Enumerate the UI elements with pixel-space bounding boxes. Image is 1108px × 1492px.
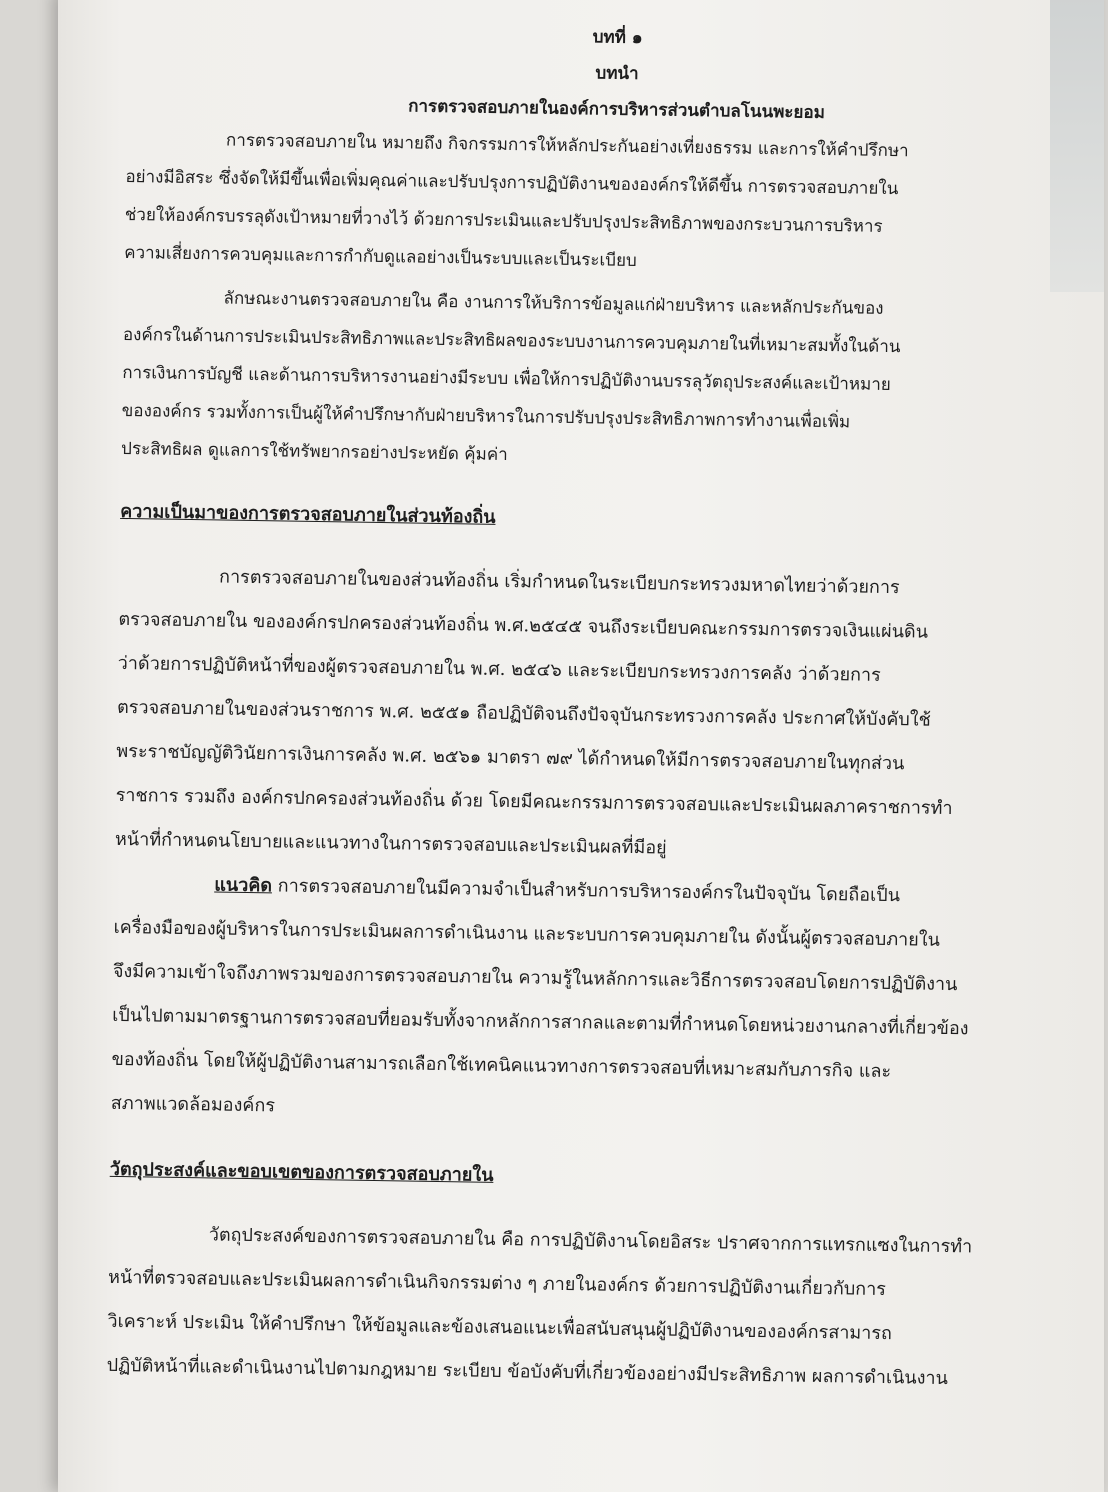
paragraph-line: องค์กรในด้านการประเมินประสิทธิภาพและประสิทธิผลของระบบงานการควบคุมภายในที่เหมาะสมทั้งในด้าน [122, 324, 901, 358]
section-heading-history: ความเป็นมาของการตรวจสอบภายในส่วนท้องถิ่น [119, 500, 496, 528]
paragraph-line: การตรวจสอบภายในของส่วนท้องถิ่น เริ่มกำหนดในระเบียบกระทรวงมหาดไทยว่าด้วยการ [218, 566, 900, 599]
paragraph-line: หน้าที่กำหนดนโยบายและแนวทางในการตรวจสอบและประเมินผลที่มีอยู่ [114, 828, 667, 859]
chapter-title: บทนำ [595, 63, 639, 85]
paragraph-line: การเงินการบัญชี และด้านการบริหารงานอย่างมีระบบ เพื่อให้การปฏิบัติงานบรรลุวัตถุประสงค์และเป้าหมาย [122, 362, 891, 396]
paragraph-line: ตรวจสอบภายใน ขององค์กรปกครองส่วนท้องถิ่น พ.ศ.๒๕๔๕ จนถึงระเบียบคณะกรรมการตรวจเงินแผ่นดิน [118, 608, 929, 643]
paragraph-line: จึงมีความเข้าใจถึงภาพรวมของการตรวจสอบภายใน ความรู้ในหลักการและวิธีการตรวจสอบโดยการปฏิบัติงาน [112, 960, 958, 996]
paragraph-line: พระราชบัญญัติวินัยการเงินการคลัง พ.ศ. ๒๕๖๑ มาตรา ๗๙ ได้กำหนดให้มีการตรวจสอบภายในทุกส่วน [116, 740, 905, 775]
paragraph-line: ปฏิบัติหน้าที่และดำเนินงานไปตามกฎหมาย ระเบียบ ข้อบังคับที่เกี่ยวข้องอย่างมีประสิทธิภาพ ผลการดำเนินงาน [106, 1354, 949, 1390]
paragraph-nature [121, 278, 1104, 483]
paragraph-line: ตรวจสอบภายในของส่วนราชการ พ.ศ. ๒๕๕๑ ถือปฏิบัติจนถึงปัจจุบันกระทรวงการคลัง ประกาศให้บังคับใช้ [116, 696, 931, 731]
paragraph-line: สภาพแวดล้อมองค์กร [110, 1092, 276, 1117]
paragraph-line: ความเสี่ยงการควบคุมและการกำกับดูแลอย่างเป็นระบบและเป็นระเบียบ [124, 242, 637, 272]
paragraph-definition [124, 120, 1106, 287]
paragraph-line: การตรวจสอบภายใน หมายถึง กิจกรรมการให้หลักประกันอย่างเที่ยงธรรม และการให้คำปรึกษา [225, 130, 909, 162]
paragraph-line: ราชการ รวมถึง องค์กรปกครองส่วนท้องถิ่น ด้วย โดยมีคณะกรรมการตรวจสอบและประเมินผลภาคราชการทำ [115, 784, 953, 820]
paragraph-line: เครื่องมือของผู้บริหารในการประเมินผลการดำเนินงาน และระบบการควบคุมภายใน ดังนั้นผู้ตรวจสอบภายใน [113, 916, 941, 951]
document-subtitle: การตรวจสอบภายในองค์การบริหารส่วนตำบลโนนพะยอม [408, 96, 826, 123]
paragraph-line: วิเคราะห์ ประเมิน ให้คำปรึกษา ให้ข้อมูลและข้องเสนอแนะเพื่อสนับสนุนผู้ปฏิบัติงานขององค์กรสามารถ [107, 1310, 893, 1345]
chapter-number: บทที่ ๑ [592, 27, 643, 49]
paragraph-line: ของท้องถิ่น โดยให้ผู้ปฏิบัติงานสามารถเลือกใช้เทคนิคแนวทางการตรวจสอบที่เหมาะสมกับภารกิจ และ [111, 1048, 892, 1083]
paragraph-line: ขององค์กร รวมทั้งการเป็นผู้ให้คำปรึกษากับฝ่ายบริหารในการปรับปรุงประสิทธิภาพการทำงานเพื่อเพิ่ม [121, 400, 851, 433]
paragraph-history [115, 554, 1100, 877]
paragraph-line: ช่วยให้องค์กรบรรลุดังเป้าหมายที่วางไว้ ด้วยการประเมินและปรับปรุงประสิทธิภาพของกระบวนการบริหาร [124, 204, 883, 237]
concept-label: แนวคิด [214, 874, 273, 897]
document-page [58, 0, 1104, 1492]
document-body [106, 12, 1107, 1403]
paragraph-line: อย่างมีอิสระ ซึ่งจัดให้มีขึ้นเพื่อเพิ่มคุณค่าและปรับปรุงการปฏิบัติงานขององค์กรให้ดีขึ้น การตรวจสอบภายใน [125, 166, 899, 200]
paragraph-concept [111, 862, 1095, 1141]
paragraph-line: ว่าด้วยการปฏิบัติหน้าที่ของผู้ตรวจสอบภายใน พ.ศ. ๒๕๔๖ และระเบียบกระทรวงการคลัง ว่าด้วยการ [117, 652, 881, 686]
paragraph-line: ประสิทธิผล ดูแลการใช้ทรัพยากรอย่างประหยัด คุ้มค่า [120, 438, 508, 466]
paragraph-line: หน้าที่ตรวจสอบและประเมินผลการดำเนินกิจกรรมต่าง ๆ ภายในองค์กร ด้วยการปฏิบัติงานเกี่ยวกับการ [107, 1266, 887, 1301]
section-heading-objectives: วัตถุประสงค์และขอบเขตของการตรวจสอบภายใน [109, 1158, 494, 1186]
paragraph-line: ลักษณะงานตรวจสอบภายใน คือ งานการให้บริการข้อมูลแก่ฝ่ายบริหาร และหลักประกันของ [223, 288, 884, 319]
concept-first-line: การตรวจสอบภายในมีความจำเป็นสำหรับการบริหารองค์กรในปัจจุบัน โดยถือเป็น [271, 875, 901, 907]
paragraph-line: วัตถุประสงค์ของการตรวจสอบภายใน คือ การปฏิบัติงานโดยอิสระ ปราศจากการแทรกแซงในการทำ [208, 1224, 973, 1258]
paragraph-line: เป็นไปตามมาตรฐานการตรวจสอบที่ยอมรับทั้งจากหลักการสากลและตามที่กำหนดโดยหน่วยงานกลางที่เกี่ยวข้อง [112, 1004, 969, 1040]
paragraph-objectives [106, 1212, 1089, 1403]
